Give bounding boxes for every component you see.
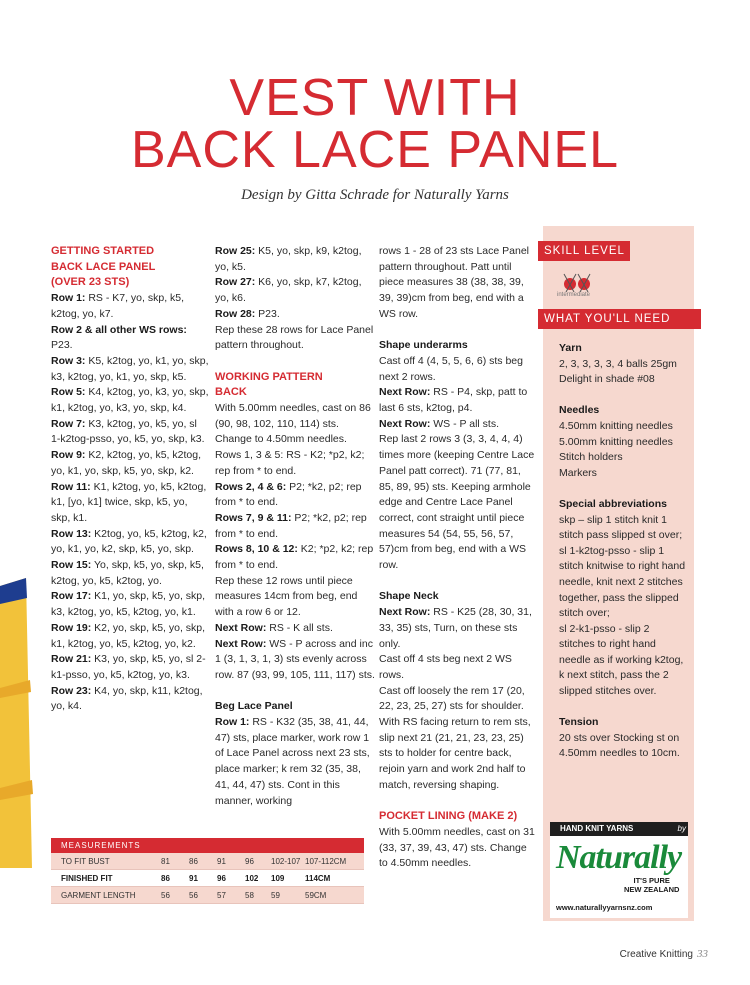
spacer	[379, 794, 537, 810]
instruction-label: Rows 2, 4 & 6:	[215, 480, 287, 493]
instruction-paragraph	[379, 354, 537, 385]
instruction-label: Rows 8, 10 & 12:	[215, 543, 298, 556]
instruction-paragraph	[379, 715, 537, 794]
instruction-paragraph	[215, 715, 375, 809]
instruction-label: Row 13:	[51, 527, 92, 540]
instruction-text: P2; *k2, p2; rep from * to end.	[215, 511, 367, 540]
instruction-text: K2; *p2, k2; rep from * to end.	[215, 543, 374, 572]
page-title	[0, 69, 750, 179]
instruction-text: With RS facing return to rem sts, slip next 21 (21, 21, 23, 23, 25) sts to holder for centre back, rejoin yarn and work 2nd half to match, reversing shaping.	[379, 716, 531, 791]
skill-level-heading: SKILL LEVEL	[538, 241, 630, 261]
decorative-image-edge	[0, 568, 40, 868]
instruction-paragraph	[51, 354, 209, 385]
instruction-paragraph	[51, 417, 209, 448]
instruction-paragraph	[51, 621, 209, 652]
measurements-table	[51, 838, 364, 904]
instruction-paragraph	[51, 291, 209, 322]
instruction-paragraph	[559, 466, 687, 482]
instruction-paragraph	[559, 544, 687, 622]
instruction-text: 5.00mm knitting needles	[559, 435, 673, 448]
table-cell: 102-107	[271, 857, 301, 866]
instruction-text: K2tog, yo, k5, k2tog, k2, yo, k1, yo, k2, skp, k5, yo, skp.	[51, 527, 207, 556]
table-cell: 86	[189, 857, 198, 866]
table-cell: 91	[189, 874, 198, 883]
spacer	[215, 354, 375, 370]
instruction-paragraph	[51, 558, 209, 589]
instruction-paragraph	[51, 589, 209, 620]
instruction-paragraph	[51, 527, 209, 558]
instruction-paragraph	[559, 513, 687, 544]
instruction-label: Row 25:	[215, 245, 256, 257]
instruction-text: Cast off 4 (4, 5, 5, 6, 6) sts beg next 2 rows.	[379, 354, 523, 383]
instruction-paragraph	[215, 542, 375, 573]
instruction-paragraph	[379, 385, 537, 416]
instruction-text: 20 sts over Stocking st on 4.50mm needles to 10cm.	[559, 731, 680, 760]
subsection-heading: Special abbreviations	[559, 497, 667, 510]
skill-level-value: intermediate	[557, 292, 591, 298]
instruction-text: P2; *k2, p2; rep from * to end.	[215, 480, 362, 509]
instruction-paragraph	[215, 574, 375, 621]
spacer	[379, 574, 537, 590]
instruction-label: Row 23:	[51, 684, 92, 697]
instruction-text: Rep these 12 rows until piece measures 14cm from beg, end with a row 6 or 12.	[215, 574, 358, 619]
instruction-label: Row 11:	[51, 480, 91, 493]
instruction-text: skp – slip 1 stitch knit 1 stitch pass slipped st over;	[559, 513, 683, 542]
table-cell: 107-112CM	[305, 857, 347, 866]
instruction-text: K2, k2tog, yo, k5, k2tog, yo, k1, yo, skp, k5, yo, skp, k2.	[51, 449, 201, 477]
instruction-paragraph	[559, 450, 687, 466]
title-line-1: VEST WITH	[229, 69, 521, 127]
instruction-text: rows 1 - 28 of 23 sts Lace Panel pattern throughout. Patt until piece measures 38 (38, 38, 39, 39, 39)cm from beg, end with a WS row.	[379, 245, 529, 320]
instruction-paragraph	[51, 448, 209, 479]
logo-tagline-2: NEW ZEALAND	[624, 885, 680, 894]
spacer	[559, 388, 687, 404]
page-number: 33	[697, 948, 708, 960]
instruction-paragraph	[51, 652, 209, 683]
subsection-heading: Shape Neck	[379, 590, 439, 603]
instruction-text: 4.50mm knitting needles	[559, 419, 673, 432]
instruction-paragraph	[559, 622, 687, 700]
instruction-paragraph	[51, 684, 209, 715]
instruction-paragraph	[379, 652, 537, 683]
logo-tagline-1: IT'S PURE	[633, 876, 670, 885]
instruction-label: Next Row:	[379, 606, 431, 619]
instruction-paragraph	[559, 731, 687, 762]
instruction-text: K4, k2tog, yo, k3, yo, skp, k1, k2tog, yo, k3, yo, skp, k4.	[51, 386, 209, 415]
instruction-paragraph	[559, 357, 687, 388]
instruction-text: Cast off 4 sts beg next 2 WS rows.	[379, 653, 512, 681]
instruction-label: Row 27:	[215, 276, 256, 289]
instruction-label: Row 5:	[51, 386, 86, 399]
spacer	[379, 323, 537, 339]
instruction-text: Markers	[559, 466, 597, 479]
instruction-label: Next Row:	[215, 637, 267, 650]
instruction-text: P23.	[51, 339, 73, 352]
instruction-text: K5, k2tog, yo, k1, yo, skp, k3, k2tog, yo, k1, yo, skp, k5.	[51, 354, 209, 383]
instruction-text: RS - K25 (28, 30, 31, 33, 35) sts, Turn, on these sts only.	[379, 606, 532, 650]
instruction-text: RS - P4, skp, patt to last 6 sts, k2tog, p4.	[379, 386, 528, 415]
instruction-label: Row 2 & all other WS rows:	[51, 323, 187, 336]
logo-wordmark: Naturally	[556, 839, 682, 876]
row-label: TO FIT BUST	[61, 857, 110, 866]
table-row	[51, 853, 364, 870]
subsection-heading: Yarn	[559, 342, 582, 354]
instruction-label: Row 1:	[51, 292, 86, 305]
instruction-label: Next Row:	[379, 417, 431, 430]
table-cell: 59CM	[305, 891, 327, 900]
instruction-paragraph	[379, 605, 537, 652]
table-cell: 81	[161, 857, 170, 866]
instruction-paragraph	[379, 684, 537, 715]
column-3	[379, 244, 537, 872]
column-2	[215, 244, 375, 809]
subsection-heading: Tension	[559, 716, 599, 729]
instruction-text: Cast off loosely the rem 17 (20, 22, 23, 25, 27) sts for shoulder.	[379, 684, 525, 713]
table-cell: 57	[217, 891, 226, 900]
instruction-label: Row 3:	[51, 354, 86, 367]
instruction-text: Stitch holders	[559, 451, 623, 464]
instruction-label: Row 15:	[51, 559, 92, 572]
instruction-text: K5, yo, skp, k9, k2tog, yo, k5.	[215, 245, 362, 273]
instruction-label: Row 21:	[51, 653, 92, 666]
instruction-label: Rows 7, 9 & 11:	[215, 511, 292, 524]
table-cell: 96	[217, 874, 226, 883]
instruction-text: K2, yo, skp, k5, yo, skp, k1, k2tog, yo, k5, k2tog, yo, k2.	[51, 621, 206, 650]
instruction-paragraph	[215, 448, 375, 479]
instruction-text: RS - K32 (35, 38, 41, 44, 47) sts, place marker, work row 1 of Lace Panel across next 23 sts, place marker; k rem 32 (35, 38, 41, 44, 47) sts. Cont in this manner, working	[215, 716, 370, 807]
subsection-heading: Needles	[559, 404, 600, 417]
table-cell: 102	[245, 874, 259, 883]
magazine-name: Creative Knitting	[619, 949, 693, 960]
byline: Design by Gitta Schrade for Naturally Yarns	[241, 187, 509, 203]
spacer	[559, 700, 687, 716]
instruction-paragraph	[215, 275, 375, 306]
instruction-text: K3, k2tog, yo, k5, yo, sl 1-k2tog-psso, yo, k5, yo, skp, k3.	[51, 417, 205, 446]
table-cell: 58	[245, 891, 254, 900]
instruction-paragraph	[559, 435, 687, 451]
spacer	[215, 684, 375, 700]
table-cell: 56	[161, 891, 170, 900]
instruction-paragraph	[51, 480, 209, 527]
instruction-text: Rows 1, 3 & 5: RS - K2; *p2, k2; rep from * to end.	[215, 449, 365, 477]
instruction-paragraph	[51, 385, 209, 416]
instruction-paragraph	[379, 432, 537, 573]
instruction-label: Row 1:	[215, 716, 250, 729]
instruction-text: RS - K all sts.	[266, 621, 333, 634]
instruction-text: Rep these 28 rows for Lace Panel pattern throughout.	[215, 323, 374, 352]
table-cell: 91	[217, 857, 226, 866]
instruction-paragraph	[379, 417, 537, 433]
instruction-paragraph	[215, 307, 375, 323]
instruction-paragraph	[215, 401, 375, 448]
logo-by: by	[677, 824, 686, 833]
table-row	[51, 887, 364, 904]
section-heading: WORKING PATTERN	[215, 370, 323, 383]
table-cell: 96	[245, 857, 254, 866]
instruction-label: Row 9:	[51, 449, 86, 462]
instruction-text: RS - K7, yo, skp, k5, k2tog, yo, k7.	[51, 292, 185, 320]
instruction-paragraph	[215, 244, 375, 275]
instruction-label: Next Row:	[215, 621, 267, 634]
table-cell: 86	[161, 874, 170, 883]
instruction-label: Row 17:	[51, 590, 92, 603]
table-cell: 56	[189, 891, 198, 900]
row-label: GARMENT LENGTH	[61, 891, 136, 900]
instruction-text: P23.	[255, 307, 280, 320]
instruction-text: K6, yo, skp, k7, k2tog, yo, k6.	[215, 276, 362, 305]
row-label: FINISHED FIT	[61, 874, 113, 883]
instruction-paragraph	[215, 323, 375, 354]
logo-tagline	[624, 876, 679, 894]
instruction-text: Rep last 2 rows 3 (3, 3, 4, 4, 4) times more (keeping Centre Lace Panel patt correct). 71 (77, 81, 85, 89, 95) sts. Keeping armhole edge and Centre Lace Panel correct, cont straight until piece measures 54 (54, 55, 56, 57, 57)cm from beg, end with a WS row.	[379, 433, 535, 572]
instruction-paragraph	[215, 511, 375, 542]
section-heading: BACK	[215, 386, 247, 399]
page-footer	[620, 948, 708, 960]
column-1	[51, 244, 209, 715]
table-cell: 59	[271, 891, 280, 900]
instruction-label: Row 7:	[51, 417, 86, 430]
instruction-paragraph	[559, 419, 687, 435]
instruction-text: WS - P across and inc 1 (3, 1, 3, 1, 3) sts evenly across row. 87 (93, 99, 105, 111, 117) sts.	[215, 637, 375, 681]
instruction-label: Row 19:	[51, 621, 92, 634]
section-heading: POCKET LINING (MAKE 2)	[379, 810, 518, 823]
instruction-text: K4, yo, skp, k11, k2tog, yo, k4.	[51, 684, 203, 713]
title-line-2: BACK LACE PANEL	[130, 121, 619, 179]
instruction-paragraph	[379, 825, 537, 872]
section-heading: BACK LACE PANEL	[51, 260, 156, 273]
instruction-text: K1, k2tog, yo, k5, k2tog, k1, [yo, k1] twice, skp, k5, yo, skp, k1.	[51, 480, 207, 524]
instruction-text: sl 1-k2tog-psso - slip 1 stitch knitwise to right hand needle, knit next 2 stitches together, pass the slipped stitch over;	[559, 544, 686, 620]
instruction-paragraph	[215, 637, 375, 684]
instruction-paragraph	[215, 621, 375, 637]
instruction-text: K3, yo, skp, k5, yo, sl 2-k1-psso, yo, k5, k2tog, yo, k3.	[51, 653, 206, 681]
logo-banner: HAND KNIT YARNS	[550, 822, 688, 836]
measurements-heading: MEASUREMENTS	[51, 838, 364, 853]
instruction-text: 2, 3, 3, 3, 3, 4 balls 25gm Delight in shade #08	[559, 357, 677, 386]
instruction-label: Row 28:	[215, 307, 256, 320]
instruction-text: With 5.00mm needles, cast on 86 (90, 98, 102, 110, 114) sts. Change to 4.50mm needles.	[215, 402, 371, 446]
subsection-heading: Beg Lace Panel	[215, 700, 293, 713]
instruction-label: Next Row:	[379, 386, 431, 399]
table-cell: 109	[271, 874, 285, 883]
section-heading: (OVER 23 STS)	[51, 276, 130, 289]
sidebar-requirements	[559, 341, 687, 762]
spacer	[559, 481, 687, 497]
logo-url: www.naturallyyarnsnz.com	[556, 903, 653, 912]
instruction-paragraph	[379, 244, 537, 323]
what-you-need-heading: WHAT YOU'LL NEED	[538, 309, 701, 329]
instruction-text: sl 2-k1-psso - slip 2 stitches to right hand needle as if working k2tog, k next stitch, pass the 2 slipped stitches over.	[559, 622, 684, 698]
naturally-logo	[550, 822, 688, 918]
instruction-text: WS - P all sts.	[430, 417, 499, 430]
table-row	[51, 870, 364, 887]
table-cell: 114CM	[305, 874, 331, 883]
yarn-ball-icon	[558, 270, 602, 294]
instruction-paragraph	[215, 480, 375, 511]
instruction-text: With 5.00mm needles, cast on 31 (33, 37, 39, 43, 47) sts. Change to 4.50mm needles.	[379, 825, 535, 870]
instruction-text: K1, yo, skp, k5, yo, skp, k3, k2tog, yo, k5, k2tog, yo, k1.	[51, 590, 206, 619]
instruction-text: Yo, skp, k5, yo, skp, k5, k2tog, yo, k5, k2tog, yo.	[51, 559, 204, 587]
subsection-heading: Shape underarms	[379, 339, 468, 352]
section-heading: GETTING STARTED	[51, 245, 155, 257]
instruction-paragraph	[51, 323, 209, 354]
